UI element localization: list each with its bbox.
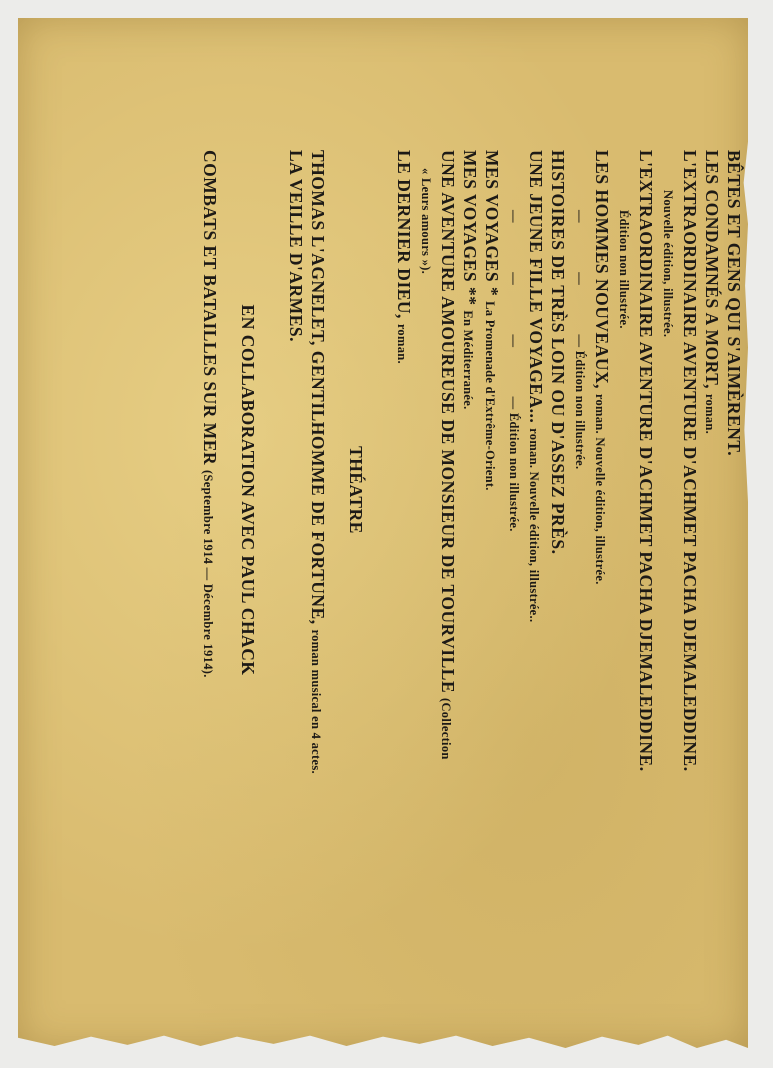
list-item (503, 150, 525, 910)
book-note: roman. (703, 393, 717, 435)
play-note: roman musical en 4 actes. (309, 629, 323, 774)
book-list (199, 150, 745, 910)
list-item (307, 150, 329, 910)
book-title: UNE AVENTURE AMOUREUSE DE MONSIEUR DE TOURVILLE (438, 150, 458, 694)
ditto-dashes: — — — (573, 210, 587, 348)
book-title: MES VOYAGES ** (460, 150, 480, 306)
book-title: L'EXTRAORDINAIRE AVENTURE D'ACHMET PACHA DJEMALEDDINE. (680, 150, 700, 772)
list-item (285, 150, 307, 910)
section-heading: THÉATRE (346, 446, 366, 534)
book-note: (Collection (439, 698, 453, 760)
list-item (415, 150, 437, 910)
book-note: Édition non illustrée. (617, 210, 631, 329)
list-item (591, 150, 613, 910)
list-item (723, 150, 745, 910)
list-item (459, 150, 481, 910)
list-item (657, 150, 679, 910)
book-note: En Méditerranée. (461, 310, 475, 410)
book-note: roman. Nouvelle édition, illustrée. (593, 393, 607, 585)
list-item (635, 150, 657, 910)
list-item (569, 150, 591, 910)
book-note: « Leurs amours »). (419, 168, 433, 275)
play-title: THOMAS L'AGNELET, GENTILHOMME DE FORTUNE, (308, 150, 328, 625)
book-note: Édition non illustrée. (507, 412, 521, 532)
book-title: BÊTES ET GENS QUI S'AIMÈRENT. (724, 150, 744, 457)
book-note: roman. (395, 323, 409, 364)
book-title: LE DERNIER DIEU, (394, 150, 414, 319)
list-item (437, 150, 459, 910)
section-heading-collab (237, 150, 259, 910)
book-title: L'EXTRAORDINAIRE AVENTURE D'ACHMET PACHA DJEMALEDDINE. (636, 150, 656, 772)
book-title: LES CONDAMNÉS A MORT, (702, 150, 722, 390)
list-item (701, 150, 723, 910)
book-note: (Septembre 1914 — Décembre 1914). (201, 470, 215, 678)
book-note: La Promenade d'Extrême-Orient. (483, 301, 497, 491)
book-title: MES VOYAGES * (482, 150, 502, 297)
book-title: LES HOMMES NOUVEAUX, (592, 150, 612, 389)
book-title: UNE JEUNE FILLE VOYAGEA... (526, 150, 546, 424)
book-title: COMBATS ET BATAILLES SUR MER (200, 150, 220, 466)
section-heading: EN COLLABORATION AVEC PAUL CHACK (238, 304, 258, 676)
play-title: LA VEILLE D'ARMES. (286, 150, 306, 342)
book-title: HISTOIRES DE TRÈS LOIN OU D'ASSEZ PRÈS. (548, 150, 568, 555)
list-item (547, 150, 569, 910)
list-item (393, 150, 415, 910)
list-item (679, 150, 701, 910)
ditto-dashes: — — — — (507, 210, 521, 410)
book-note: Édition non illustrée. (573, 350, 587, 470)
section-heading-theatre (345, 150, 367, 910)
list-item (613, 150, 635, 910)
list-item (199, 150, 221, 910)
list-item (525, 150, 547, 910)
book-note: Nouvelle édition, illustrée. (661, 190, 675, 338)
list-item (481, 150, 503, 910)
book-note: roman. Nouvelle édition, illustrée.. (527, 428, 541, 623)
